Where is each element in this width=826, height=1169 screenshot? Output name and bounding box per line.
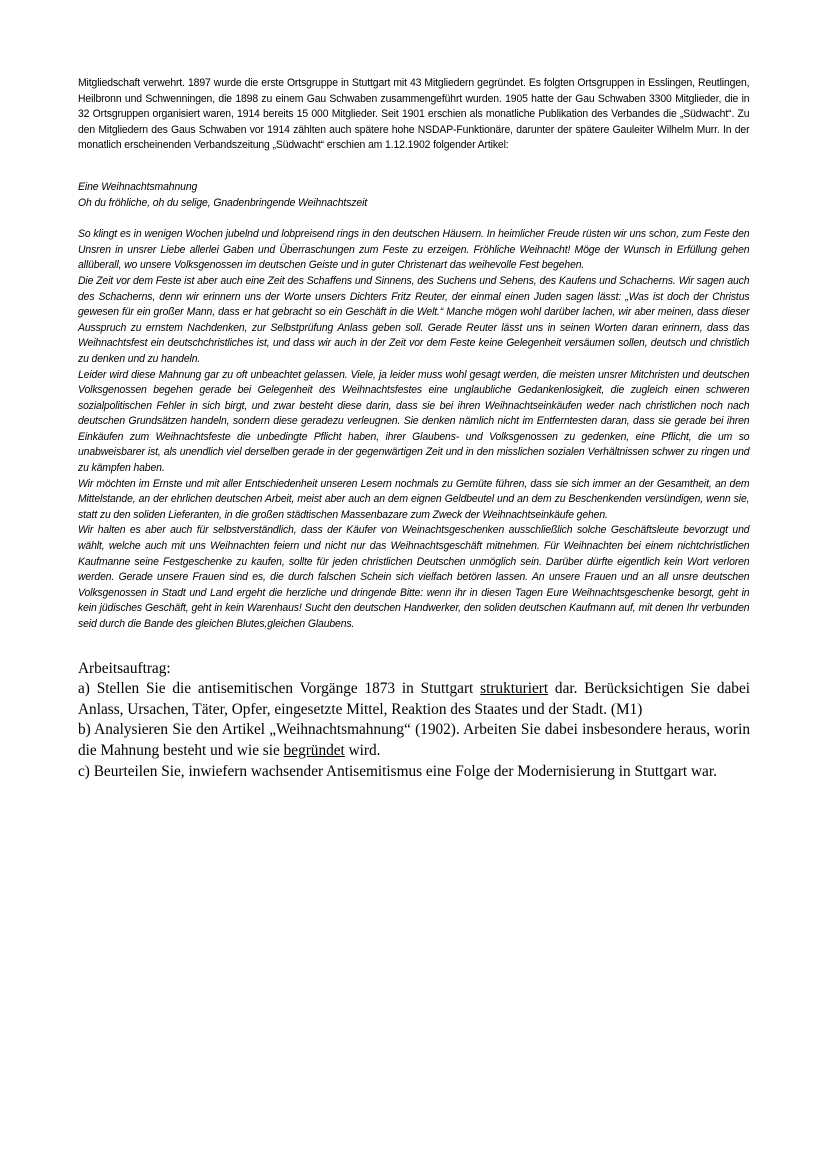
article-paragraph-2: Die Zeit vor dem Feste ist aber auch eine Zeit des Schaffens und Sinnens, des Suchens und Sehens, des Kaufens und Schacherns. Wir sagen auch des Schacherns, denn wir erinnern uns der Worte unsers Dichters Fritz Reuter, der einmal einen Juden sagen lässt: „Was ist doch der Christus gewesen für ein großer Mann, dass er hat gebracht so ein Geschäft in die Welt.“ Manche mögen wohl darüber lachen, wir aber meinen, dass dieser Ausspruch zu ernstem Nachdenken, zur Selbstprüfung Anlass geben soll. Gerade Reuter lässt uns in seinen Worten daran erinnern, dass das Weihnachtsfest ein deutschchristliches ist, und dass wir auch in der Zeit vor dem Feste keine Gelegenheit versäumen sollen, deutsch und christlich zu denken und zu handeln.	[78, 274, 750, 365]
intro-paragraph: Mitgliedschaft verwehrt. 1897 wurde die erste Ortsgruppe in Stuttgart mit 43 Mitgliedern gegründet. Es folgten Ortsgruppen in Esslingen, Reutlingen, Heilbronn und Schwenningen, die 1898 zu einem Gau Schwaben zusammengeführt wurden. 1905 hatte der Gau Schwaben 3300 Mitglieder, die in 32 Ortsgruppen organisiert waren, 1914 bereits 15 000 Mitglieder. Seit 1901 erschien als monatliche Publikation des Verbandes die „Südwacht“. Zu den Mitgliedern des Gaus Schwaben vor 1914 zählten auch spätere hohe NSDAP-Funktionäre, darunter der spätere Gauleiter Wilhelm Murr. In der monatlich erscheinenden Verbandszeitung „Südwacht“ erschien am 1.12.1902 folgender Artikel:	[78, 77, 750, 152]
article-paragraph-1: So klingt es in wenigen Wochen jubelnd und lobpreisend rings in den deutschen Häusern. In heimlicher Freude rüsten wir uns schon, zum Feste den Unsren in unsrer Liebe allerlei Gaben und Überraschungen zum Feste zu erzeigen. Fröhliche Weihnacht! Möge der Wunsch in Erfüllung gehen allüberall, wo unsere Volksgenossen im deutschen Geiste und in guter Christenart das weihevolle Fest begehen.	[78, 228, 750, 272]
assignment-item-b	[78, 720, 750, 761]
assignment-item-b-underlined-term: begründet	[283, 741, 345, 759]
assignment-item-b-text-before: b) Analysieren Sie den Artikel „Weihnachtsmahnung“ (1902). Arbeiten Sie dabei insbesondere heraus, worin die Mahnung besteht und wie sie	[78, 721, 750, 759]
assignment-heading: Arbeitsauftrag:	[78, 659, 171, 677]
article-title: Eine Weihnachtsmahnung	[78, 180, 198, 193]
document-content	[78, 76, 750, 782]
spacer-after-intro	[78, 154, 750, 180]
assignment-item-b-text-after: wird.	[344, 741, 381, 759]
assignment-item-a	[78, 679, 750, 720]
assignment-item-c-text-before: c) Beurteilen Sie, inwiefern wachsender Antisemitismus eine Folge der Modernisierung in Stuttgart war.	[78, 762, 717, 780]
assignment-item-a-text-after: dar. Berücksichtigen Sie dabei Anlass, Ursachen, Täter, Opfer, eingesetzte Mittel, Reaktion des Staates und der Stadt. (M1)	[78, 680, 750, 718]
assignment-item-a-underlined-term: strukturiert	[480, 680, 549, 698]
article-paragraph-3: Leider wird diese Mahnung gar zu oft unbeachtet gelassen. Viele, ja leider muss wohl gesagt werden, die meisten unsrer Mitchristen und deutschen Volksgenossen begehen gerade bei Gelegenheit des Weihnachtsfestes eine unglaubliche Gedankenlosigkeit, die zugleich einen schweren sozialpolitischen Fehler in sich birgt, und zwar besteht diese darin, dass sie bei ihren Weihnachtseinkäufen weder nach christlichen noch nach deutschen Grundsätzen handeln, sondern diese geradezu verleugnen. Sie denken nämlich nicht im Entferntesten daran, dass sie gerade bei ihren Einkäufen zum Weihnachtsfeste die unbedingte Pflicht haben, ihrer Glaubens- und Volksgenossen zu gedenken, eine Pflicht, die um so unabweisbarer ist, als unendlich viel derselben gerade in der gegenwärtigen Zeit und in den misslichen sozialen Verhältnissen schwer zu ringen und zu kämpfen haben.	[78, 368, 750, 475]
assignment-section	[78, 659, 750, 783]
assignment-item-a-text-before: a) Stellen Sie die antisemitischen Vorgänge 1873 in Stuttgart	[78, 680, 481, 698]
assignment-item-c	[78, 762, 750, 783]
spacer-before-tasks	[78, 633, 750, 659]
article-paragraph-5: Wir halten es aber auch für selbstverständlich, dass der Käufer von Weinachtsgeschenken ausschließlich solche Geschäftsleute bevorzugt und wählt, welche auch mit uns Weihnachten feiern und nicht nur das Weihnachtsgeschäft mitnehmen. Für Weihnachten bei einem nichtchristlichen Kaufmanne seine Festgeschenke zu kaufen, sollte für jeden christlichen Deutschen unmöglich sein. Darüber dürfte eigentlich kein Wort verloren werden. Gerade unsere Frauen sind es, die durch falschen Schein sich vielfach betören lassen. An unsere Frauen und an all unsre deutschen Volksgenossen in Stadt und Land ergeht die herzliche und dringende Bitte: wenn ihr in diesen Tagen Eure Weihnachtsgeschenke besorgt, geht in kein jüdisches Geschäft, geht in kein Warenhaus! Sucht den deutschen Handwerker, den soliden deutschen Kaufmann auf, mit denen Ihr verbunden seid durch die Bande des gleichen Blutes,gleichen Glaubens.	[78, 524, 750, 630]
spacer-after-article-title	[78, 211, 750, 227]
article-subtitle: Oh du fröhliche, oh du selige, Gnadenbringende Weihnachtszeit	[78, 196, 368, 209]
article-paragraph-4: Wir möchten im Ernste und mit aller Entschiedenheit unseren Lesern nochmals zu Gemüte führen, dass sie sich immer an der Gesamtheit, an dem Mittelstande, an der ehrlichen deutschen Arbeit, meist aber auch an dem eignen Geldbeutel und an dem zu Beschenkenden versündigen, wenn sie, statt zu den soliden Lieferanten, in die großen städtischen Massenbazare zum Zweck der Weihnachtseinkäufe gehen.	[78, 477, 750, 521]
